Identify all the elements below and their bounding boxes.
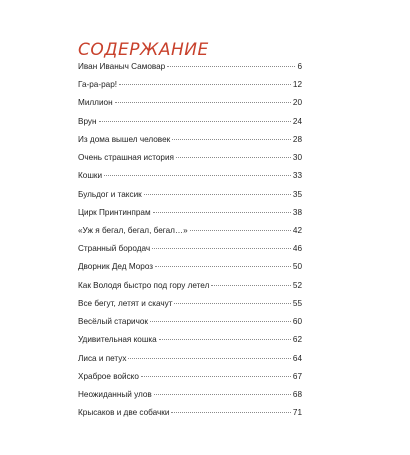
toc-entry-title: «Уж я бегал, бегал, бегал…»: [78, 225, 188, 235]
toc-entry-page: 6: [297, 62, 302, 71]
toc-entry[interactable]: [78, 76, 302, 94]
toc-entry[interactable]: [78, 240, 302, 258]
dot-leader: [115, 102, 291, 103]
dot-leader: [211, 285, 291, 286]
toc-entry-title: Га-ра-рар!: [78, 80, 118, 90]
toc-entry-page: 33: [292, 171, 302, 181]
dot-leader: [167, 66, 295, 67]
toc-entry-page: 46: [292, 244, 302, 254]
toc-entry-title: Неожиданный улов: [78, 389, 152, 399]
toc-entry-page: 50: [292, 262, 302, 272]
toc-entry[interactable]: [78, 350, 302, 368]
dot-leader: [128, 358, 290, 359]
toc-entry-title: Цирк Принтинпрам: [78, 207, 151, 217]
toc-entry-title: Дворник Дед Мороз: [78, 262, 154, 272]
toc-entry-title: Врун: [78, 116, 97, 126]
toc-entry[interactable]: [78, 313, 302, 331]
toc-entry-page: 24: [292, 116, 302, 126]
toc-entry[interactable]: [78, 331, 302, 349]
dot-leader: [190, 230, 291, 231]
toc-entry-page: 12: [292, 80, 302, 90]
toc-entry-title: Из дома вышел человек: [78, 134, 171, 144]
toc-entry-page: 52: [292, 280, 302, 290]
toc-entry[interactable]: [78, 295, 302, 313]
toc-entry[interactable]: [78, 368, 302, 386]
toc-entry[interactable]: [78, 386, 302, 404]
toc-entry-page: 67: [292, 371, 302, 381]
dot-leader: [171, 412, 290, 413]
toc-entry-title: Очень страшная история: [78, 153, 174, 163]
toc-entry-page: 68: [292, 389, 302, 399]
toc-entry[interactable]: [78, 277, 302, 295]
toc-entry-page: 35: [292, 189, 302, 199]
dot-leader: [150, 321, 291, 322]
toc-entry[interactable]: [78, 94, 302, 112]
toc-entry-title: Крысаков и две собачки: [78, 408, 170, 418]
toc-entry[interactable]: [78, 222, 302, 240]
toc-entry-title: Все бегут, летят и скачут: [78, 298, 173, 308]
toc-entry-title: Бульдог и таксик: [78, 189, 142, 199]
dot-leader: [154, 394, 291, 395]
dot-leader: [99, 121, 291, 122]
dot-leader: [155, 266, 291, 267]
dot-leader: [174, 303, 290, 304]
page-title: СОДЕРЖАНИЕ: [78, 40, 209, 60]
toc-entry[interactable]: [78, 167, 302, 185]
dot-leader: [159, 339, 291, 340]
toc-entry-title: Как Володя быстро под гору летел: [78, 280, 210, 290]
toc-entry-page: 30: [292, 153, 302, 163]
toc-entry-page: 28: [292, 134, 302, 144]
toc-entry-page: 71: [292, 408, 302, 418]
toc-entry-page: 38: [292, 207, 302, 217]
table-of-contents: [78, 58, 302, 422]
toc-entry-page: 62: [292, 335, 302, 345]
dot-leader: [172, 139, 291, 140]
toc-entry[interactable]: [78, 204, 302, 222]
dot-leader: [153, 212, 291, 213]
toc-entry-title: Иван Иваныч Самовар: [78, 62, 166, 71]
toc-entry-title: Миллион: [78, 98, 113, 108]
toc-entry-page: 64: [292, 353, 302, 363]
toc-entry-page: 20: [292, 98, 302, 108]
dot-leader: [144, 194, 291, 195]
dot-leader: [119, 84, 291, 85]
dot-leader: [152, 248, 291, 249]
dot-leader: [141, 376, 291, 377]
toc-entry-title: Весёлый старичок: [78, 317, 149, 327]
toc-entry-page: 60: [292, 317, 302, 327]
toc-entry[interactable]: [78, 186, 302, 204]
toc-entry-title: Удивительная кошка: [78, 335, 157, 345]
toc-entry[interactable]: [78, 113, 302, 131]
toc-entry-page: 42: [292, 225, 302, 235]
toc-entry[interactable]: [78, 131, 302, 149]
toc-entry[interactable]: [78, 149, 302, 167]
toc-entry-title: Кошки: [78, 171, 103, 181]
dot-leader: [104, 175, 291, 176]
toc-entry-title: Лиса и петух: [78, 353, 127, 363]
dot-leader: [176, 157, 291, 158]
toc-entry[interactable]: [78, 404, 302, 422]
toc-entry-title: Странный бородач: [78, 244, 151, 254]
toc-entry-title: Храброе войско: [78, 371, 139, 381]
toc-entry-page: 55: [292, 298, 302, 308]
toc-entry[interactable]: [78, 258, 302, 276]
toc-entry[interactable]: [78, 58, 302, 76]
